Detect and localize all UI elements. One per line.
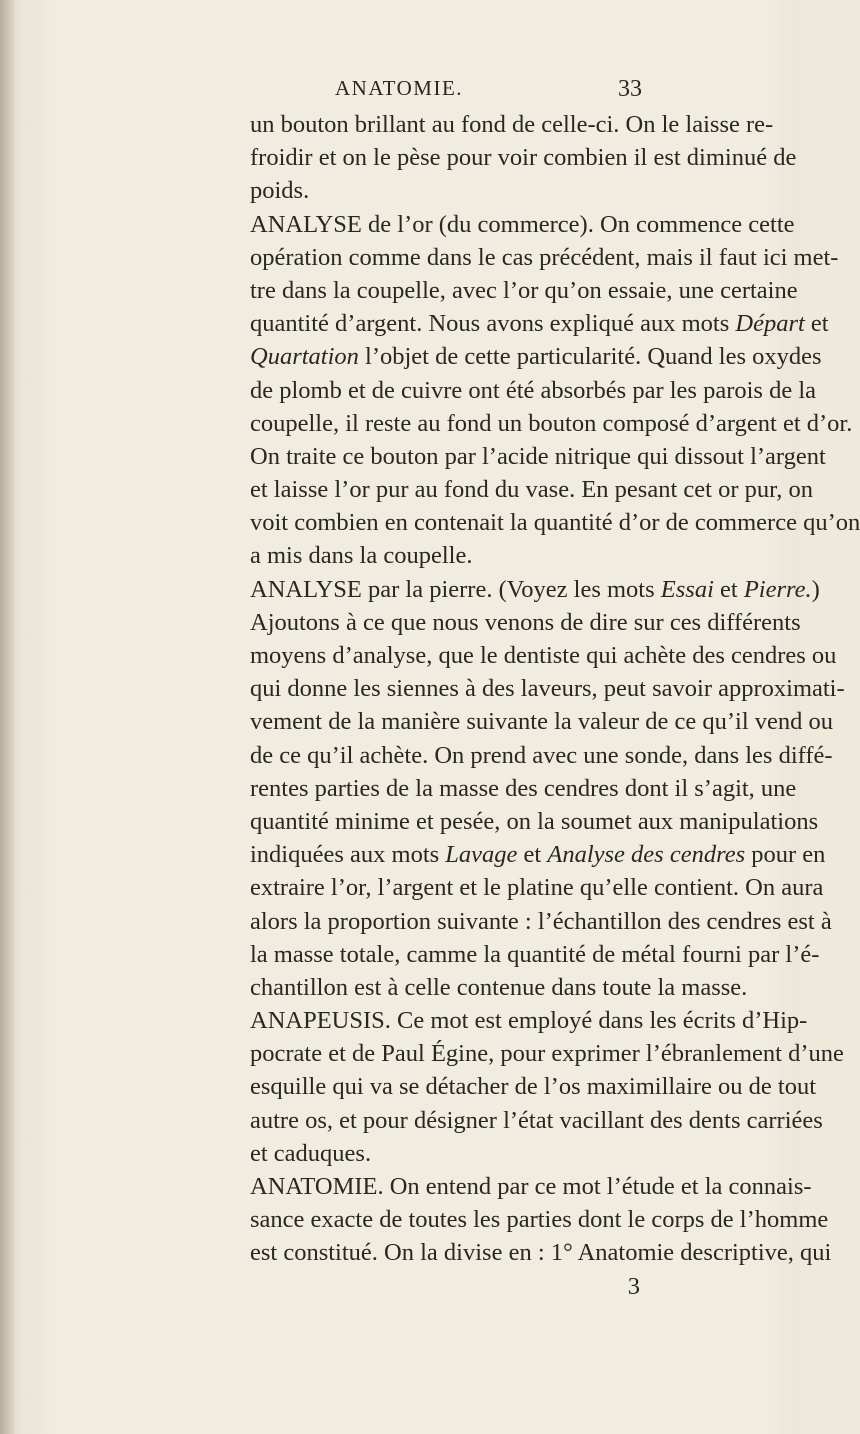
text-line	[250, 307, 829, 340]
text-line: est constitué. On la divise en : 1° Anatomie descriptive, qui	[250, 1239, 832, 1267]
text-run: )	[811, 575, 820, 603]
text-line: extraire l’or, l’argent et le platine qu’elle contient. On aura	[250, 874, 824, 902]
signature-mark: 3	[627, 1272, 640, 1300]
text-run: et	[804, 310, 829, 338]
text-line	[250, 573, 820, 606]
signature-line	[250, 1270, 662, 1303]
italic-term: Quartation	[250, 343, 359, 371]
italic-term: Pierre.	[743, 575, 812, 603]
text-run: pour en	[745, 841, 826, 869]
page-binding-shadow	[0, 0, 14, 1434]
italic-term: Analyse des cendres	[547, 841, 746, 869]
text-line	[250, 340, 822, 373]
text-line: ANATOMIE. On entend par ce mot l’étude et la connais-	[250, 1173, 812, 1200]
text-run: et	[517, 841, 548, 869]
text-line: froidir et on le pèse pour voir combien il est diminué de	[250, 144, 797, 172]
text-line: la masse totale, camme la quantité de métal fourni par l’é-	[250, 940, 820, 968]
text-run: ANALYSE par la pierre. (Voyez les mots	[250, 575, 661, 603]
text-line: vement de la manière suivante la valeur de ce qu’il vend ou	[250, 708, 833, 736]
text-line: ANAPEUSIS. Ce mot est employé dans les écrits d’Hip-	[250, 1007, 808, 1035]
text-run: et	[713, 575, 744, 603]
text-line: et caduques.	[250, 1139, 372, 1167]
text-line: ANALYSE de l’or (du commerce). On commence cette	[250, 210, 795, 238]
text-line	[250, 838, 826, 871]
text-line: esquille qui va se détacher de l’os maximillaire ou de tout	[250, 1073, 817, 1101]
italic-term: Lavage	[445, 841, 518, 869]
text-run: indiquées aux mots	[250, 841, 446, 869]
text-line: opération comme dans le cas précédent, mais il faut ici met-	[250, 243, 839, 271]
text-line: alors la proportion suivante : l’échantillon des cendres est à	[250, 907, 832, 935]
text-line: de plomb et de cuivre ont été absorbés par les parois de la	[250, 376, 817, 404]
italic-term: Essai	[660, 575, 714, 603]
text-line: coupelle, il reste au fond un bouton composé d’argent et d’or.	[250, 409, 853, 437]
text-run: l’objet de cette particularité. Quand les oxydes	[358, 343, 822, 371]
text-line: sance exacte de toutes les parties dont le corps de l’homme	[250, 1206, 829, 1234]
text-line: autre os, et pour désigner l’état vacillant des dents carriées	[250, 1106, 823, 1134]
page-header	[0, 76, 800, 106]
text-line: pocrate et de Paul Égine, pour exprimer l’ébranlement d’une	[250, 1040, 844, 1068]
text-line: rentes parties de la masse des cendres dont il s’agit, une	[250, 774, 797, 802]
text-line: voit combien en contenait la quantité d’or de commerce qu’on	[250, 509, 860, 537]
text-line: de ce qu’il achète. On prend avec une sonde, dans les diffé-	[250, 741, 833, 769]
body-text	[250, 108, 860, 1303]
text-line: On traite ce bouton par l’acide nitrique qui dissout l’argent	[250, 442, 826, 470]
text-line: tre dans la coupelle, avec l’or qu’on essaie, une certaine	[250, 276, 798, 304]
running-title: ANATOMIE.	[335, 76, 464, 100]
text-line: quantité minime et pesée, on la soumet aux manipulations	[250, 807, 819, 835]
page-number: 33	[618, 76, 642, 102]
text-line: a mis dans la coupelle.	[250, 542, 473, 570]
text-line: Ajoutons à ce que nous venons de dire sur ces différents	[250, 608, 801, 636]
text-line: et laisse l’or pur au fond du vase. En pesant cet or pur, on	[250, 476, 814, 504]
text-line: moyens d’analyse, que le dentiste qui achète des cendres ou	[250, 642, 837, 669]
text-run: quantité d’argent. Nous avons expliqué aux mots	[250, 310, 736, 338]
italic-term: Départ	[735, 310, 805, 338]
text-line: un bouton brillant au fond de celle-ci. On le laisse re-	[250, 111, 774, 138]
text-line: poids.	[250, 177, 310, 205]
text-line: chantillon est à celle contenue dans toute la masse.	[250, 973, 748, 1001]
text-line: qui donne les siennes à des laveurs, peut savoir approximati-	[250, 675, 845, 703]
